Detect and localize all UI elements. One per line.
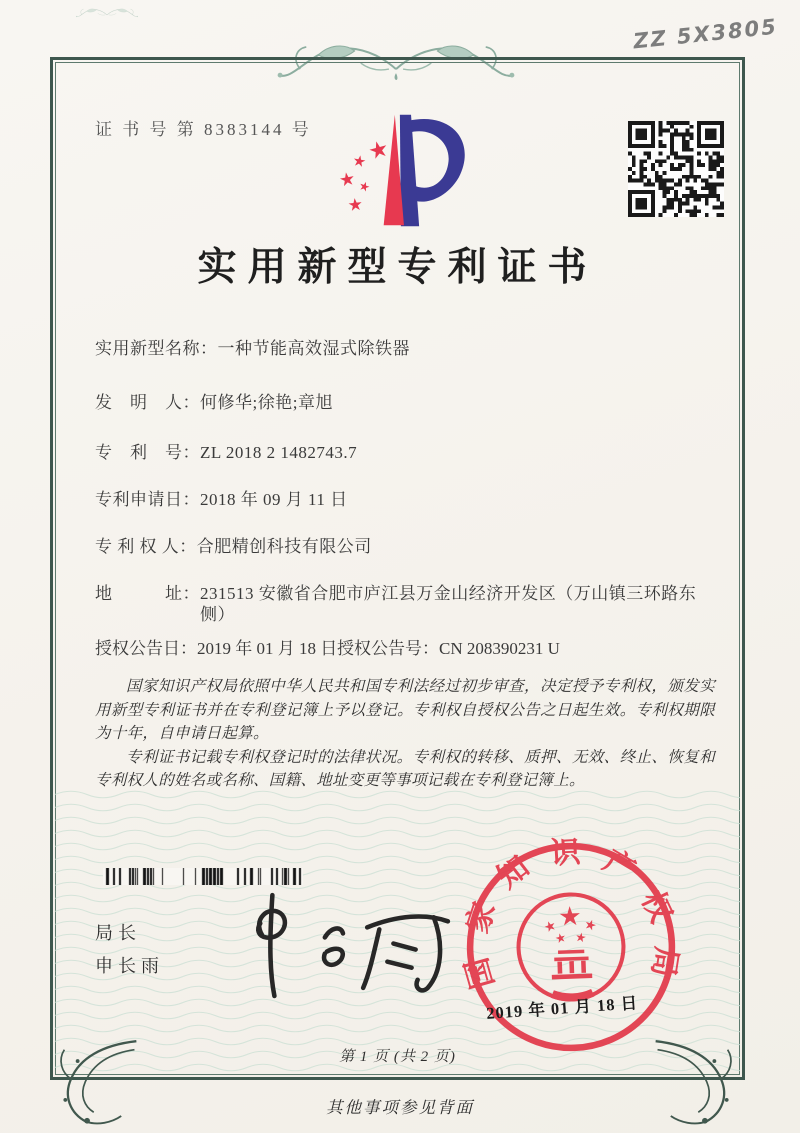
director-name: 申长雨 [95, 956, 164, 976]
field-value: 合肥精创科技有限公司 [196, 537, 372, 556]
official-seal [454, 830, 688, 1064]
footer-note: 其他事项参见背面 [326, 1098, 474, 1117]
field-row-patent-number [95, 442, 720, 463]
legal-paragraph-2: 专利证书记载专利权登记时的法律状况。专利权的转移、质押、无效、终止、恢复和专利权人的姓名或名称、国籍、地址变更等事项记载在专利登记簿上。 [95, 748, 715, 789]
barcode [103, 868, 303, 885]
field-row-grant [95, 638, 720, 659]
field-label: 地 址： [95, 584, 200, 603]
field-row-inventors [95, 392, 720, 413]
field-label: 专 利 权 人： [95, 537, 197, 556]
field-value: 231513 安徽省合肥市庐江县万金山经济开发区（万山镇三环路东侧） [200, 584, 697, 624]
seal-date: 2019 年 01 月 18 日 [485, 993, 639, 1023]
legal-text [95, 675, 715, 793]
field-label: 实用新型名称： [95, 339, 218, 358]
field-value: ZL 2018 2 1482743.7 [200, 443, 358, 462]
certificate-number: 证 书 号 第 8383144 号 [95, 120, 312, 139]
field-label: 专利申请日： [95, 490, 200, 509]
grant-number-value: CN 208390231 U [439, 639, 560, 658]
field-value: 何修华;徐艳;章旭 [200, 393, 333, 412]
cnipa-logo-icon [333, 108, 485, 236]
field-row-address [95, 583, 720, 625]
certificate-title: 实用新型专利证书 [197, 246, 598, 289]
field-row-filing-date [95, 489, 720, 510]
grant-number-label: 授权公告号： [337, 639, 439, 658]
qr-code [628, 121, 724, 217]
seal-ring-text: 国家知识产权局 [459, 834, 684, 993]
field-row-invention-name [95, 338, 720, 359]
field-value: 2018 年 09 月 11 日 [200, 490, 348, 509]
page-number: 第 1 页 (共 2 页) [339, 1049, 456, 1065]
field-value: 一种节能高效湿式除铁器 [217, 339, 410, 358]
grant-date-label: 授权公告日： [95, 639, 197, 658]
field-label: 专 利 号： [95, 443, 200, 462]
legal-paragraph-1: 国家知识产权局依照中华人民共和国专利法经过初步审查，决定授予专利权，颁发实用新型专利证书并在专利登记簿上予以登记。专利权自授权公告之日起生效。专利权期限为十年，自申请日起算。 [95, 678, 715, 742]
field-row-patentee [95, 536, 720, 557]
director-signature [228, 884, 460, 1002]
national-emblem-icon [517, 893, 626, 1002]
field-label: 发 明 人： [95, 393, 200, 412]
grant-number-pair [337, 638, 560, 659]
top-left-flourish-icon [74, 2, 140, 22]
director-title: 局长 [95, 923, 141, 943]
handwritten-note: ZZ 5X3805 [632, 14, 779, 54]
grant-date-value: 2019 年 01 月 18 日 [197, 639, 338, 658]
